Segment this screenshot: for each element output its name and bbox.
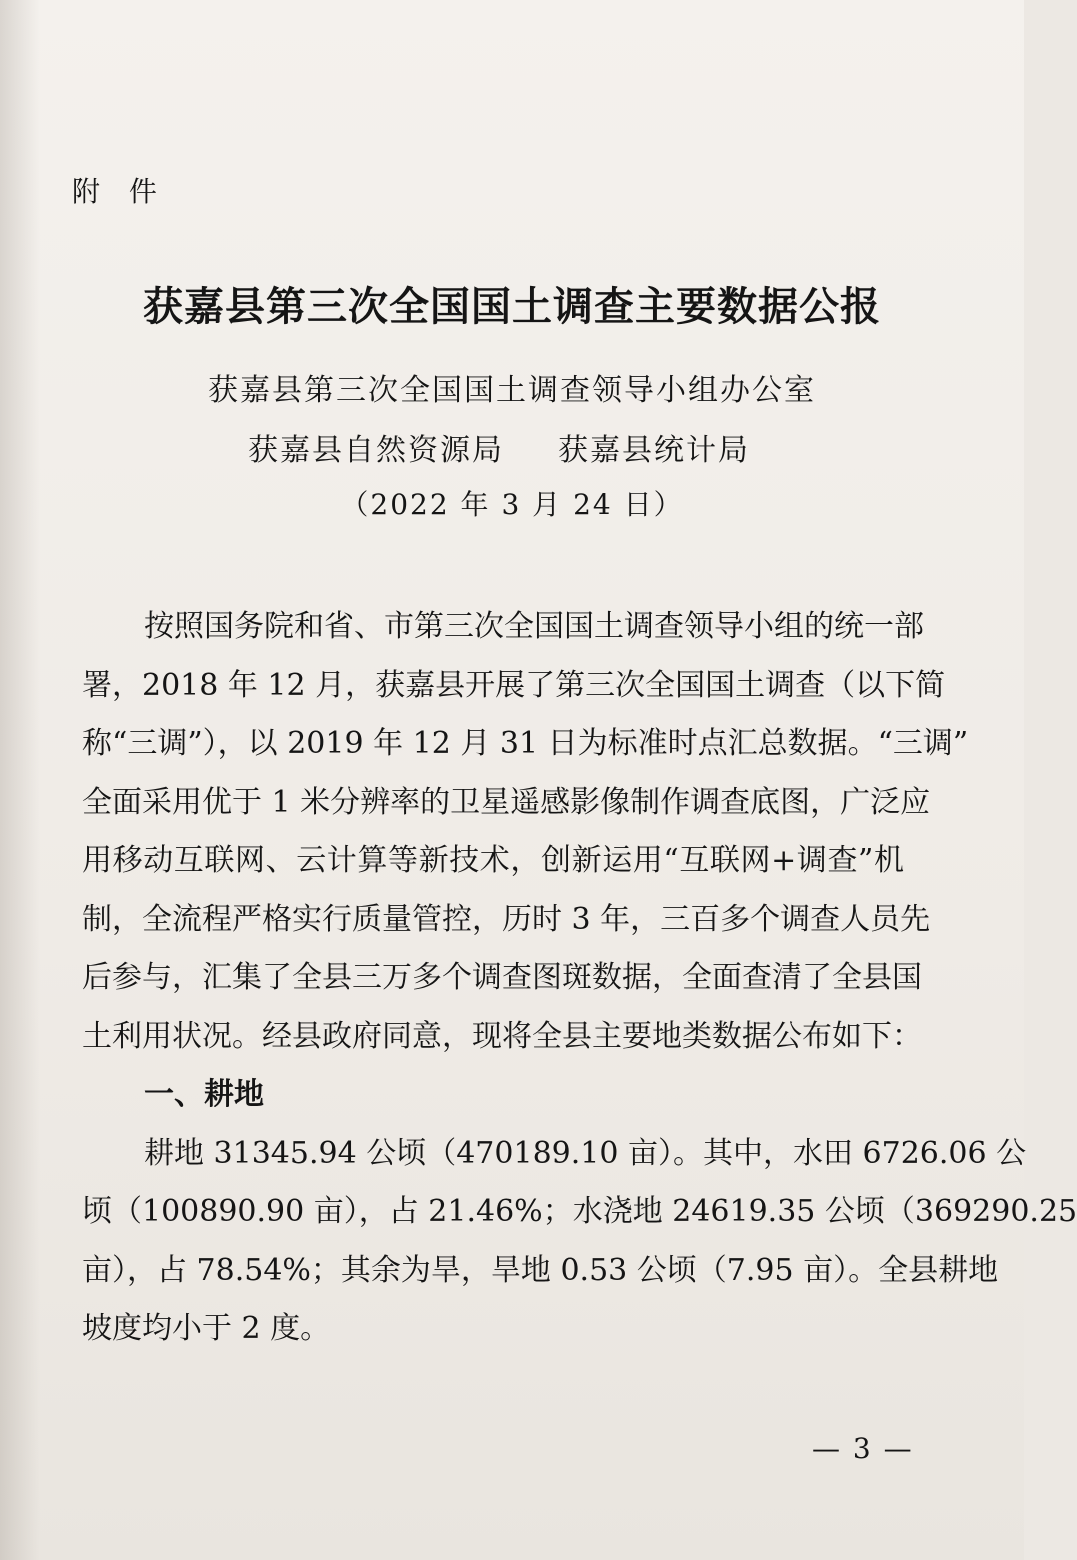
- issuer-statistics: 获嘉县统计局: [558, 433, 750, 468]
- intro-line: 称“三调”），以 2019 年 12 月 31 日为标准时点汇总数据。“三调”: [82, 726, 969, 761]
- section-line: 耕地 31345.94 公顷（470189.10 亩）。其中，水田 6726.06 公: [144, 1135, 1027, 1171]
- intro-line: 全面采用优于 1 米分辨率的卫星遥感影像制作调查底图，广泛应: [82, 784, 931, 820]
- document-body: [82, 598, 1077, 1359]
- section-line: 亩），占 78.54%；其余为旱，旱地 0.53 公顷（7.95 亩）。全县耕地: [82, 1252, 999, 1288]
- intro-line: 土利用状况。经县政府同意，现将全县主要地类数据公布如下：: [82, 1018, 922, 1054]
- intro-line: 署，2018 年 12 月，获嘉县开展了第三次全国国土调查（以下简: [82, 667, 946, 703]
- document-title: 获嘉县第三次全国国土调查主要数据公报: [143, 284, 881, 330]
- section-line: 顷（100890.90 亩），占 21.46%；水浇地 24619.35 公顷（369290.25: [82, 1194, 1077, 1229]
- intro-line: 后参与，汇集了全县三万多个调查图斑数据，全面查清了全县国: [82, 960, 922, 995]
- issuer-natural-resources: 获嘉县自然资源局: [248, 433, 504, 468]
- page-edge-shadow: [0, 0, 40, 1560]
- intro-line: 用移动互联网、云计算等新技术，创新运用“互联网+调查”机: [82, 843, 904, 878]
- section-heading-cultivated-land: 一、耕地: [144, 1077, 264, 1112]
- attachment-label: 附 件: [72, 175, 167, 208]
- section-line: 坡度均小于 2 度。: [82, 1311, 331, 1346]
- intro-line: 按照国务院和省、市第三次全国国土调查领导小组的统一部: [144, 609, 924, 644]
- issuer-office: 获嘉县第三次全国国土调查领导小组办公室: [208, 373, 816, 408]
- publication-date: （2022 年 3 月 24 日）: [340, 488, 684, 521]
- page-number: — 3 —: [812, 1432, 914, 1465]
- intro-line: 制，全流程严格实行质量管控，历时 3 年，三百多个调查人员先: [82, 901, 931, 937]
